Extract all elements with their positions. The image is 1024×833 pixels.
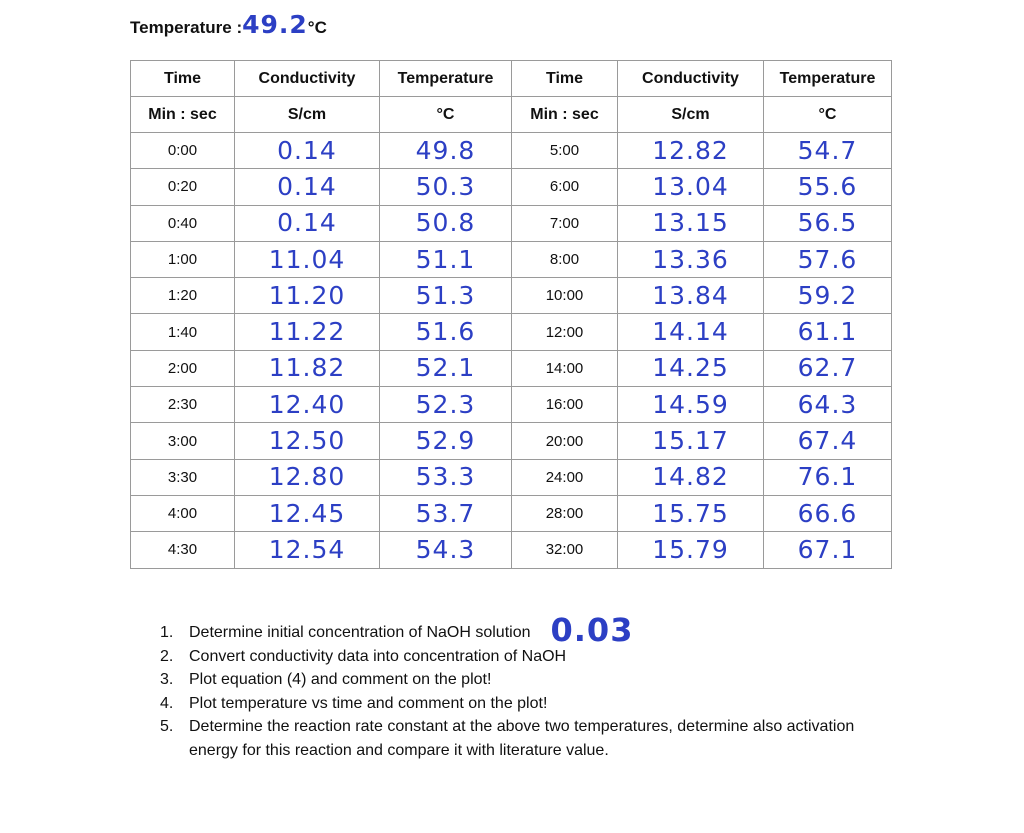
cell-conductivity-left: 11.22 (235, 314, 380, 350)
cell-temperature-left: 51.1 (380, 241, 512, 277)
col-temperature-right-header: Temperature (764, 61, 892, 97)
cell-conductivity-left: 12.50 (235, 423, 380, 459)
cell-temperature-left: 51.3 (380, 278, 512, 314)
cell-temperature-left: 50.8 (380, 205, 512, 241)
table-row (131, 423, 892, 459)
cell-temperature-left: 51.6 (380, 314, 512, 350)
cell-temperature-right: 55.6 (764, 169, 892, 205)
table-header (131, 61, 892, 133)
cell-conductivity-right: 15.79 (618, 532, 764, 568)
question-item (160, 692, 900, 716)
cell-conductivity-right: 12.82 (618, 133, 764, 169)
cell-time-left: 1:00 (131, 241, 235, 277)
header-row-titles (131, 61, 892, 97)
col-conductivity-right-header: Conductivity (618, 61, 764, 97)
cell-temperature-right: 67.4 (764, 423, 892, 459)
col-conductivity-left-unit: S/cm (235, 97, 380, 133)
cell-time-left: 1:40 (131, 314, 235, 350)
temperature-header (130, 10, 327, 39)
cell-time-left: 0:00 (131, 133, 235, 169)
cell-temperature-left: 52.1 (380, 350, 512, 386)
temperature-handwritten-value: 49.2 (242, 10, 308, 39)
cell-temperature-right: 61.1 (764, 314, 892, 350)
cell-temperature-left: 53.3 (380, 459, 512, 495)
cell-time-left: 1:20 (131, 278, 235, 314)
cell-time-right: 5:00 (512, 133, 618, 169)
cell-time-right: 16:00 (512, 387, 618, 423)
col-conductivity-right-unit: S/cm (618, 97, 764, 133)
question-text: Determine the reaction rate constant at the above two temperatures, determine also activation energy for this reaction and compare it with literature value. (189, 718, 855, 759)
question-number: 1. (160, 624, 174, 641)
table-body (131, 133, 892, 569)
cell-conductivity-left: 12.45 (235, 495, 380, 531)
cell-time-right: 20:00 (512, 423, 618, 459)
cell-conductivity-left: 12.54 (235, 532, 380, 568)
cell-conductivity-right: 15.75 (618, 495, 764, 531)
cell-temperature-left: 53.7 (380, 495, 512, 531)
cell-conductivity-left: 0.14 (235, 205, 380, 241)
cell-time-right: 14:00 (512, 350, 618, 386)
question-number: 2. (160, 647, 174, 665)
cell-time-left: 0:20 (131, 169, 235, 205)
table-row (131, 532, 892, 568)
cell-time-left: 3:30 (131, 459, 235, 495)
cell-time-right: 24:00 (512, 459, 618, 495)
cell-temperature-right: 64.3 (764, 387, 892, 423)
col-time-right-header: Time (512, 61, 618, 97)
cell-time-left: 3:00 (131, 423, 235, 459)
cell-conductivity-left: 0.14 (235, 133, 380, 169)
cell-temperature-left: 49.8 (380, 133, 512, 169)
cell-temperature-right: 67.1 (764, 532, 892, 568)
table-row (131, 387, 892, 423)
table-row (131, 169, 892, 205)
col-temperature-left-unit: °C (380, 97, 512, 133)
cell-conductivity-left: 12.80 (235, 459, 380, 495)
table-row (131, 241, 892, 277)
table-row (131, 278, 892, 314)
cell-temperature-right: 66.6 (764, 495, 892, 531)
col-conductivity-left-header: Conductivity (235, 61, 380, 97)
cell-time-right: 7:00 (512, 205, 618, 241)
question-text: Plot equation (4) and comment on the plot! (189, 671, 492, 688)
table-row (131, 205, 892, 241)
question-item (160, 645, 900, 669)
cell-temperature-right: 59.2 (764, 278, 892, 314)
cell-temperature-left: 54.3 (380, 532, 512, 568)
cell-time-right: 32:00 (512, 532, 618, 568)
cell-conductivity-left: 11.20 (235, 278, 380, 314)
temperature-label: Temperature : (130, 18, 243, 37)
col-temperature-left-header: Temperature (380, 61, 512, 97)
question-number: 3. (160, 671, 174, 688)
table-row (131, 495, 892, 531)
handwritten-answer: 0.03 (550, 611, 634, 649)
table-row (131, 133, 892, 169)
col-time-right-unit: Min : sec (512, 97, 618, 133)
cell-conductivity-left: 12.40 (235, 387, 380, 423)
question-text: Determine initial concentration of NaOH solution (189, 624, 531, 641)
table-row (131, 350, 892, 386)
col-temperature-right-unit: °C (764, 97, 892, 133)
cell-time-left: 2:30 (131, 387, 235, 423)
data-table (130, 60, 892, 569)
cell-time-right: 12:00 (512, 314, 618, 350)
question-text: Plot temperature vs time and comment on the plot! (189, 694, 548, 712)
cell-time-right: 10:00 (512, 278, 618, 314)
cell-time-right: 8:00 (512, 241, 618, 277)
cell-conductivity-left: 11.04 (235, 241, 380, 277)
cell-conductivity-right: 13.04 (618, 169, 764, 205)
cell-time-left: 0:40 (131, 205, 235, 241)
question-number: 4. (160, 694, 174, 712)
cell-temperature-right: 56.5 (764, 205, 892, 241)
cell-conductivity-right: 13.15 (618, 205, 764, 241)
question-item (160, 668, 900, 692)
cell-time-left: 4:00 (131, 495, 235, 531)
cell-conductivity-right: 13.36 (618, 241, 764, 277)
cell-conductivity-right: 15.17 (618, 423, 764, 459)
col-time-left-unit: Min : sec (131, 97, 235, 133)
cell-time-right: 28:00 (512, 495, 618, 531)
table-row (131, 459, 892, 495)
cell-temperature-right: 62.7 (764, 350, 892, 386)
cell-temperature-right: 57.6 (764, 241, 892, 277)
cell-conductivity-right: 14.25 (618, 350, 764, 386)
cell-time-left: 2:00 (131, 350, 235, 386)
cell-conductivity-right: 13.84 (618, 278, 764, 314)
header-row-units (131, 97, 892, 133)
cell-conductivity-right: 14.14 (618, 314, 764, 350)
temperature-unit: °C (307, 18, 327, 37)
question-number: 5. (160, 718, 174, 735)
cell-conductivity-right: 14.59 (618, 387, 764, 423)
cell-temperature-right: 76.1 (764, 459, 892, 495)
questions-list (160, 611, 900, 762)
cell-time-left: 4:30 (131, 532, 235, 568)
col-time-left-header: Time (131, 61, 235, 97)
table-row (131, 314, 892, 350)
question-text: Convert conductivity data into concentration of NaOH (189, 647, 567, 665)
cell-temperature-left: 50.3 (380, 169, 512, 205)
cell-temperature-left: 52.9 (380, 423, 512, 459)
cell-conductivity-left: 0.14 (235, 169, 380, 205)
cell-time-right: 6:00 (512, 169, 618, 205)
question-item (160, 715, 900, 762)
question-item (160, 611, 900, 649)
cell-conductivity-left: 11.82 (235, 350, 380, 386)
cell-temperature-right: 54.7 (764, 133, 892, 169)
cell-temperature-left: 52.3 (380, 387, 512, 423)
cell-conductivity-right: 14.82 (618, 459, 764, 495)
